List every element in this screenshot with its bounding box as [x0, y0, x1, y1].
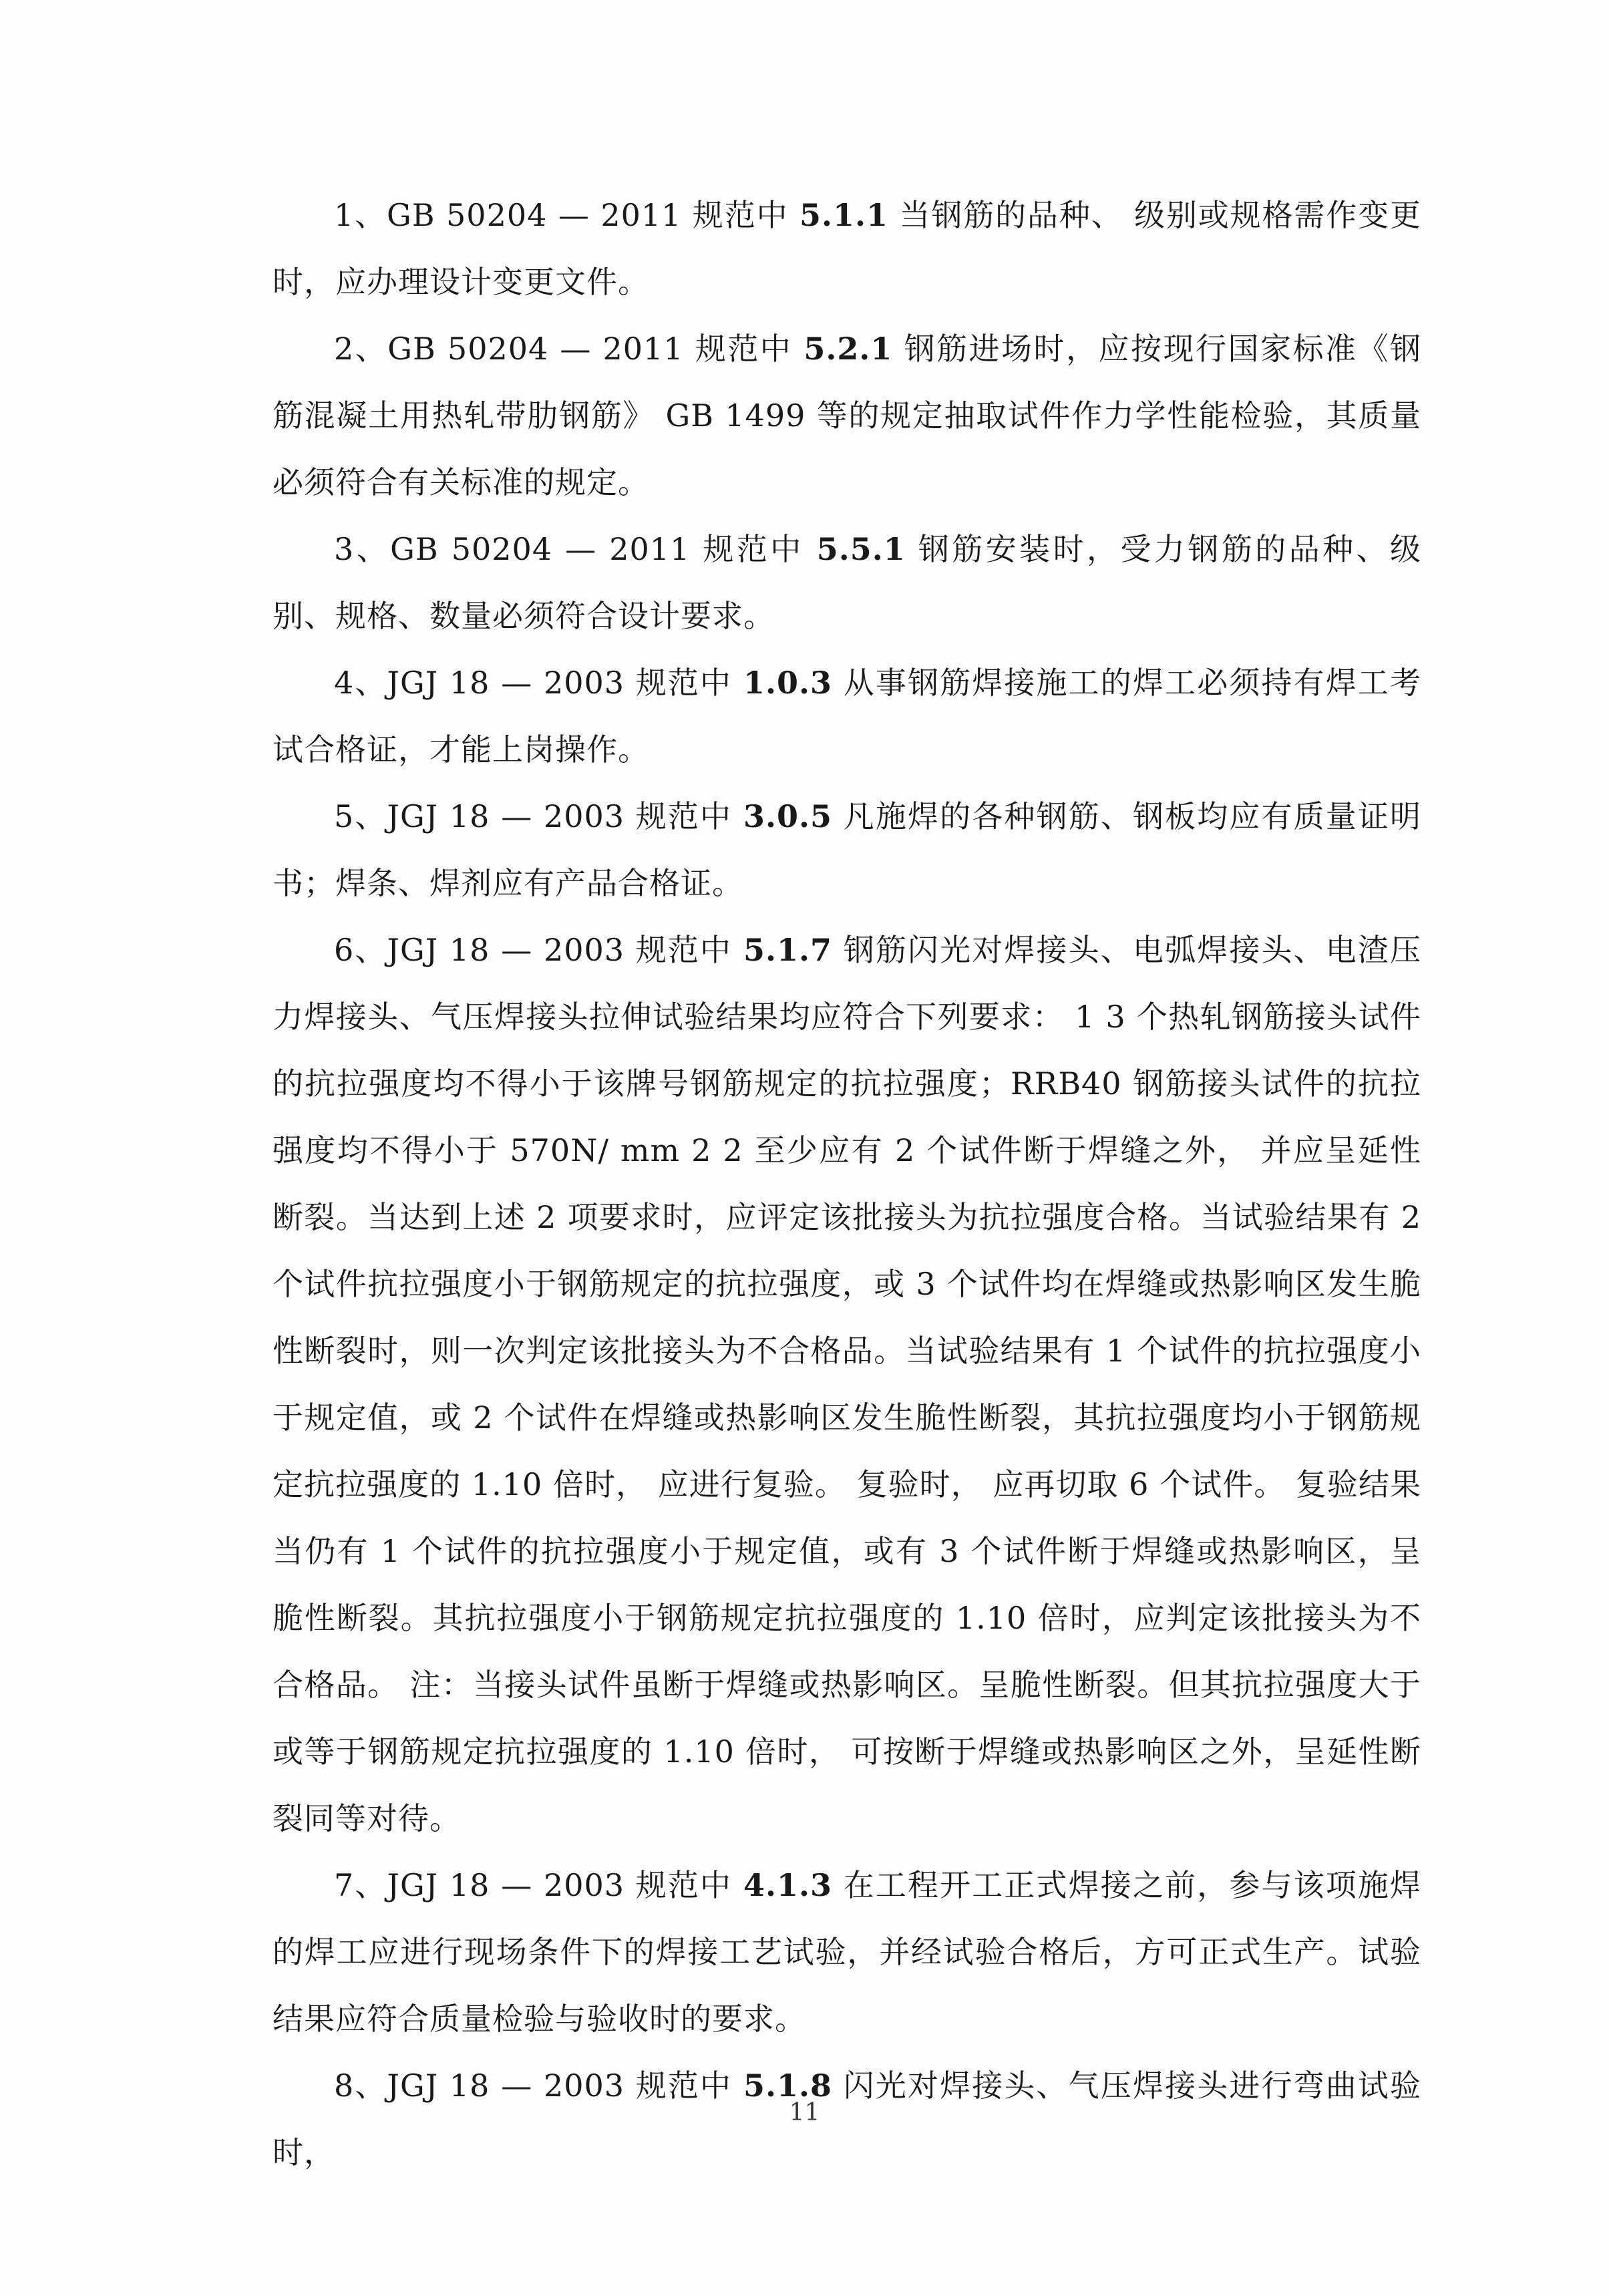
- clause-number: 5.5.1: [816, 531, 906, 567]
- paragraph-text: 钢筋进场时，应按现行国家标准《钢筋混凝土用热轧带肋钢筋》 GB 1499 等的规定抽取试件作力学性能检验，其质量必须符合有关标准的规定。: [273, 331, 1422, 500]
- paragraph-prefix: 7、JGJ 18 — 2003 规范中: [334, 1867, 743, 1903]
- clause-number: 1.0.3: [743, 665, 832, 701]
- paragraph-6: [273, 917, 1421, 1852]
- paragraph-text: 钢筋闪光对焊接头、电弧焊接头、电渣压力焊接头、气压焊接头拉伸试验结果均应符合下列要求： 1 3 个热轧钢筋接头试件的抗拉强度均不得小于该牌号钢筋规定的抗拉强度；RRB40 钢筋接头试件的抗拉强度均不得小于 570N/ mm 2 2 至少应有 2 个试件断于焊缝之外， 并应呈延性断裂。当达到上述 2 项要求时，应评定该批接头为抗拉强度合格。当试验结果有 2 个试件抗拉强度小于钢筋规定的抗拉强度，或 3 个试件均在焊缝或热影响区发生脆性断裂时，则一次判定该批接头为不合格品。当试验结果有 1 个试件的抗拉强度小于规定值，或 2 个试件在焊缝或热影响区发生脆性断裂，其抗拉强度均小于钢筋规定抗拉强度的 1.10 倍时， 应进行复验。 复验时， 应再切取 6 个试件。 复验结果当仍有 1 个试件的抗拉强度小于规定值，或有 3 个试件断于焊缝或热影响区，呈脆性断裂。其抗拉强度小于钢筋规定抗拉强度的 1.10 倍时，应判定该批接头为不合格品。 注：当接头试件虽断于焊缝或热影响区。呈脆性断裂。但其抗拉强度大于或等于钢筋规定抗拉强度的 1.10 倍时， 可按断于焊缝或热影响区之外，呈延性断裂同等对待。: [273, 932, 1422, 1836]
- clause-number: 5.2.1: [803, 331, 893, 367]
- paragraph-5: [273, 783, 1421, 917]
- paragraph-2: [273, 315, 1421, 516]
- paragraph-text: 凡施焊的各种钢筋、钢板均应有质量证明书；焊条、焊剂应有产品合格证。: [273, 798, 1422, 901]
- paragraph-prefix: 4、JGJ 18 — 2003 规范中: [334, 665, 743, 701]
- paragraph-text: 闪光对焊接头、气压焊接头进行弯曲试验时，: [273, 2068, 1422, 2170]
- paragraph-text: 钢筋安装时，受力钢筋的品种、级别、规格、数量必须符合设计要求。: [273, 531, 1422, 634]
- paragraph-prefix: 8、JGJ 18 — 2003 规范中: [334, 2068, 743, 2104]
- paragraph-text: 在工程开工正式焊接之前，参与该项施焊的焊工应进行现场条件下的焊接工艺试验，并经试验合格后，方可正式生产。试验结果应符合质量检验与验收时的要求。: [273, 1867, 1422, 2037]
- clause-number: 4.1.3: [743, 1867, 832, 1903]
- paragraph-3: [273, 516, 1421, 649]
- paragraph-prefix: 1、GB 50204 — 2011 规范中: [334, 197, 799, 233]
- paragraph-prefix: 6、JGJ 18 — 2003 规范中: [334, 932, 743, 968]
- paragraph-prefix: 2、GB 50204 — 2011 规范中: [334, 331, 804, 367]
- clause-number: 5.1.8: [743, 2068, 832, 2104]
- clause-number: 5.1.1: [799, 197, 889, 233]
- page-number: 11: [789, 2099, 820, 2126]
- paragraph-prefix: 3、GB 50204 — 2011 规范中: [334, 531, 817, 567]
- clause-number: 5.1.7: [743, 932, 832, 968]
- paragraph-7: [273, 1852, 1421, 2052]
- document-body: [273, 182, 1421, 2186]
- paragraph-text: 当钢筋的品种、 级别或规格需作变更时，应办理设计变更文件。: [273, 197, 1421, 300]
- paragraph-prefix: 5、JGJ 18 — 2003 规范中: [334, 798, 743, 834]
- paragraph-text: 从事钢筋焊接施工的焊工必须持有焊工考试合格证，才能上岗操作。: [273, 665, 1422, 768]
- paragraph-4: [273, 649, 1421, 783]
- paragraph-1: [273, 182, 1421, 315]
- clause-number: 3.0.5: [743, 798, 832, 834]
